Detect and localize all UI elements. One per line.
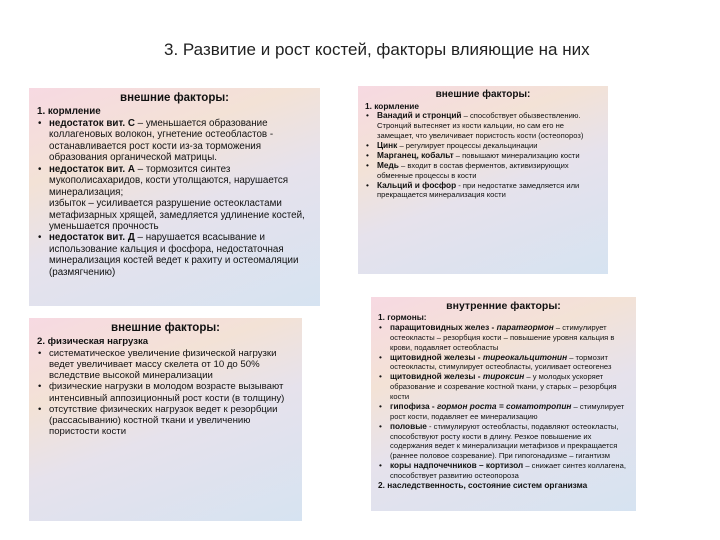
list-item [377, 161, 601, 181]
section-title: 1. гормоны: [378, 312, 427, 323]
list-item [390, 372, 629, 402]
external-factors-feeding-minerals-panel [358, 86, 608, 274]
item-term: коры надпочечников – кортизол [390, 460, 524, 471]
list-item: • физические нагрузки в молодом возрасте вызывают интенсивный аппозиционный рост кости (в толщину) [49, 381, 294, 403]
list-item [377, 111, 601, 141]
item-text: – снижает синтез коллагена, способствует развитию остеопороза [390, 461, 626, 481]
list-item: • отсутствие физических нагрузок ведет к резорбции (рассасыванию) костной ткани и увеличению пористости кости [49, 404, 294, 438]
list-item [377, 181, 601, 201]
list-item [377, 151, 601, 161]
item-hormone: тироксин [482, 371, 525, 382]
item-text: – способствует обызвествлению. Стронций вытесняет из кости кальции, но сам его не замещает, что увеличивает пористость кости (остеопороз) [377, 111, 584, 141]
list-item [49, 118, 312, 164]
item-term: недостаток вит. Д [49, 232, 135, 244]
panel-heading: внутренние факторы: [446, 300, 561, 312]
factor-list [37, 118, 312, 278]
item-term: Медь [377, 159, 399, 170]
item-text: - стимулируют остеобласты, подавляют остеокласты, способствуют росту кости в длину. Резкое повышение их содержания ведет к минерализации метафизов и прекращается (раннее половое созревание). При гипогонадизме – гигантизм [390, 421, 619, 461]
item-term: половые [390, 420, 427, 431]
panel-heading: внешние факторы: [435, 89, 531, 100]
panel-heading: внешние факторы: [111, 322, 220, 334]
slide-title: 3. Развитие и рост костей, факторы влияющие на них [164, 40, 590, 59]
item-text: - при недостатке замедляется или прекращается минерализация кости [377, 180, 580, 200]
factor-list [365, 111, 601, 200]
internal-factors-hormones-panel [371, 297, 636, 511]
list-item [390, 353, 629, 373]
item-hormone: паратгормон [496, 321, 554, 332]
list-item [390, 422, 629, 462]
panel-heading: внешние факторы: [120, 92, 229, 104]
item-term: Цинк [377, 140, 398, 151]
item-term: Марганец, кобальт [377, 149, 454, 160]
external-factors-feeding-vitamins-panel [29, 88, 320, 306]
list-item [49, 164, 312, 233]
external-factors-physical-load-panel [29, 318, 302, 521]
item-term: недостаток вит. А [49, 163, 135, 175]
factor-list [378, 323, 629, 481]
item-term: щитовидной железы - [390, 371, 483, 382]
item-term: гипофиза - [390, 400, 437, 411]
section-title: 1. кормление [37, 106, 101, 118]
item-term: Ванадий и стронций [377, 110, 462, 121]
item-text: – стимулирует рост кости, подавляет ее минерализацию [390, 401, 625, 421]
item-text: – стимулирует остеокласты – резорбция кости – повышение уровня кальция в крови, подавляет остеобласты [390, 322, 615, 352]
item-text: – входит в состав ферментов, активизирующих обменные процессы в кости [377, 160, 569, 180]
item-term: паращитовидных желез - [390, 321, 497, 332]
item-text: – нарушается всасывание и использование кальция и фосфора, недостаточная минерализация костей ведет к рахиту и остеомаляции (размягчению) [49, 232, 299, 278]
list-item [390, 323, 629, 353]
section-title: 2. физическая нагрузка [37, 336, 149, 348]
list-item [49, 232, 312, 278]
list-item [390, 402, 629, 422]
section-title-heredity: 2. наследственность, состояние систем организма [378, 479, 588, 490]
item-continuation: избыток – усиливается разрушение остеокластами метафизарных хрящей, замедляется удлинение костей, уменьшается прочность [49, 198, 305, 232]
item-text: – тормозится синтез мукополисахаридов, кости утолщаются, нарушается минерализация; [49, 163, 289, 198]
item-text: – тормозит остеокласты, стимулирует остеобласты, усиливает остеогенез [390, 352, 612, 372]
item-term: Кальций и фосфор [377, 179, 457, 190]
item-hormone: тиреокальцитонин [482, 351, 568, 362]
list-item [390, 461, 629, 481]
item-text: – у молодых ускоряет образование и созревание костной ткани, у старых – резорбция кости [390, 372, 617, 402]
item-text: – регулирует процессы декальцинации [397, 141, 538, 151]
factor-list [37, 348, 294, 438]
section-title: 1. кормление [365, 100, 419, 111]
item-hormone: гормон роста = соматотропин [437, 400, 572, 411]
item-text: – повышают минерализацию кости [453, 150, 580, 160]
list-item: • систематическое увеличение физической нагрузки ведет увеличивает массу скелета от 10 до 50% вследствие высокой минерализации [49, 348, 294, 382]
item-text: – уменьшается образование коллагеновых волокон, угнетение остеобластов - останавливается рост кости из-за торможения образования органической матрицы. [49, 117, 274, 164]
item-term: щитовидной железы - [390, 351, 483, 362]
item-term: недостаток вит. С [49, 117, 135, 129]
